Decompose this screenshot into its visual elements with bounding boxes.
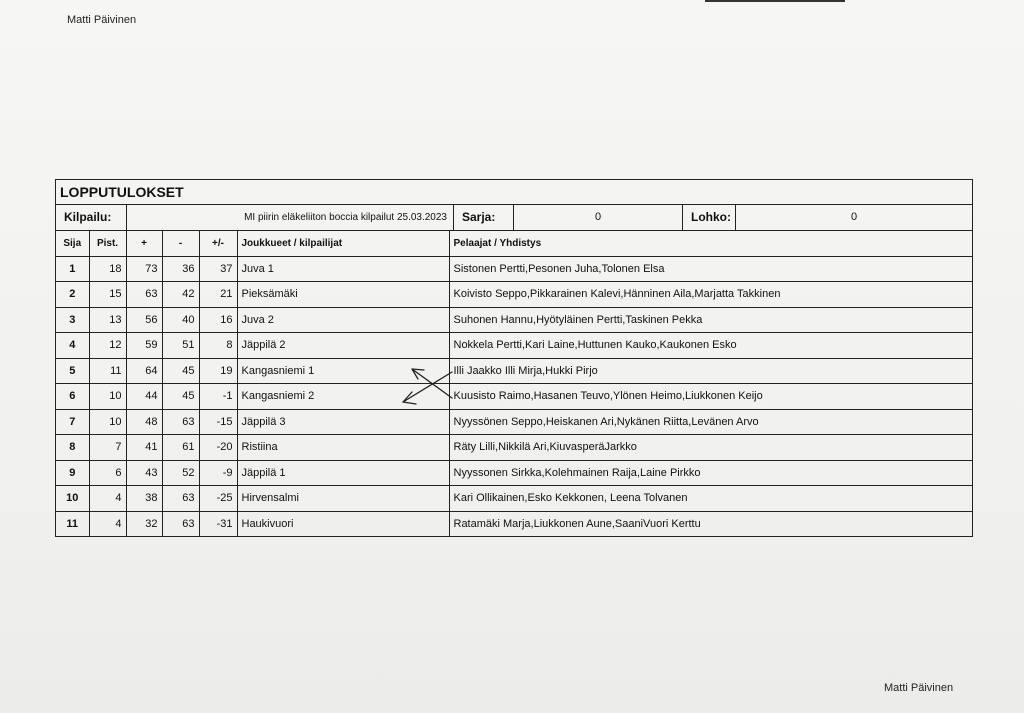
cell-team: Juva 2 <box>237 307 449 333</box>
sheet-title: LOPPUTULOKSET <box>56 180 972 205</box>
cell-rank: 7 <box>56 409 89 435</box>
cell-players: Nyyssönen Seppo,Heiskanen Ari,Nykänen Riitta,Levänen Arvo <box>449 409 972 435</box>
cell-scored: 64 <box>126 358 162 384</box>
table-row <box>56 486 972 512</box>
cell-players: Ratamäki Marja,Liukkonen Aune,SaaniVuori Kerttu <box>453 517 701 530</box>
table-row <box>56 511 972 536</box>
cell-points: 4 <box>89 511 126 536</box>
cell-conceded: 40 <box>162 307 199 333</box>
col-header-minus: - <box>162 231 199 256</box>
cell-scored: 43 <box>126 460 162 486</box>
table-header-row <box>56 231 972 256</box>
cell-conceded: 45 <box>162 384 199 410</box>
cell-difference: -31 <box>199 511 237 536</box>
cell-points: 10 <box>89 384 126 410</box>
cell-points: 4 <box>89 486 126 512</box>
cell-scored: 44 <box>126 384 162 410</box>
cell-rank: 2 <box>56 282 89 308</box>
cell-points: 15 <box>89 282 126 308</box>
cell-team: Hirvensalmi <box>237 486 449 512</box>
cell-players: Illi Jaakko Illi Mirja,Hukki Pirjo <box>449 358 972 384</box>
cell-rank: 10 <box>56 486 89 512</box>
cell-scored: 73 <box>126 256 162 282</box>
cell-team: Kangasniemi 1 <box>237 358 449 384</box>
cell-players: Kari Ollikainen,Esko Kekkonen, Leena Tolvanen <box>449 486 972 512</box>
cell-conceded: 61 <box>162 435 199 461</box>
cell-players: Koivisto Seppo,Pikkarainen Kalevi,Hänninen Aila,Marjatta Takkinen <box>449 282 972 308</box>
col-header-pist: Pist. <box>89 231 126 256</box>
cell-difference: 16 <box>199 307 237 333</box>
table-row <box>56 333 972 359</box>
cell-difference: -15 <box>199 409 237 435</box>
cell-points: 6 <box>89 460 126 486</box>
kilpailu-label: Kilpailu: <box>56 205 127 230</box>
cell-difference: -25 <box>199 486 237 512</box>
cell-conceded: 42 <box>162 282 199 308</box>
cell-difference: -9 <box>199 460 237 486</box>
cell-difference: -1 <box>199 384 237 410</box>
lohko-label: Lohko: <box>683 205 736 230</box>
cell-team: Juva 1 <box>237 256 449 282</box>
cell-conceded: 63 <box>162 511 199 536</box>
photographer-credit-bottom: Matti Päivinen <box>884 682 954 694</box>
meta-row <box>56 205 972 231</box>
col-header-teams: Joukkueet / kilpailijat <box>237 231 449 256</box>
cell-scored: 63 <box>126 282 162 308</box>
cell-team: Pieksämäki <box>237 282 449 308</box>
results-table <box>56 231 972 536</box>
cell-conceded: 52 <box>162 460 199 486</box>
col-header-plus: + <box>126 231 162 256</box>
cell-points: 11 <box>89 358 126 384</box>
cell-difference: -20 <box>199 435 237 461</box>
cell-scored: 38 <box>126 486 162 512</box>
cell-players: Suhonen Hannu,Hyötyläinen Pertti,Taskinen Pekka <box>449 307 972 333</box>
paper-edge <box>705 0 845 2</box>
table-row <box>56 282 972 308</box>
cell-points: 18 <box>89 256 126 282</box>
cell-team: Jäppilä 1 <box>237 460 449 486</box>
sarja-label: Sarja: <box>454 205 514 230</box>
col-header-players: Pelaajat / Yhdistys <box>449 231 972 256</box>
table-row <box>56 307 972 333</box>
cell-points: 10 <box>89 409 126 435</box>
cell-rank: 3 <box>56 307 89 333</box>
cell-team: Kangasniemi 2 <box>237 384 449 410</box>
cell-difference: 8 <box>199 333 237 359</box>
results-sheet <box>55 179 973 537</box>
cell-conceded: 51 <box>162 333 199 359</box>
table-row <box>56 384 972 410</box>
cell-scored: 41 <box>126 435 162 461</box>
cell-team: Haukivuori <box>237 511 449 536</box>
cell-players: Kuusisto Raimo,Hasanen Teuvo,Ylönen Heimo,Liukkonen Keijo <box>449 384 972 410</box>
cell-team: Jäppilä 3 <box>237 409 449 435</box>
cell-scored: 32 <box>126 511 162 536</box>
cell-difference: 37 <box>199 256 237 282</box>
lohko-value: 0 <box>850 211 858 223</box>
cell-points: 7 <box>89 435 126 461</box>
cell-rank: 11 <box>56 511 89 536</box>
kilpailu-value: MI piirin eläkeliiton boccia kilpailut 25.03.2023 <box>127 205 454 230</box>
table-row <box>56 435 972 461</box>
table-row <box>56 256 972 282</box>
table-row <box>56 358 972 384</box>
cell-rank: 4 <box>56 333 89 359</box>
cell-points: 13 <box>89 307 126 333</box>
sarja-value: 0 <box>514 205 683 230</box>
cell-team: Jäppilä 2 <box>237 333 449 359</box>
cell-rank: 8 <box>56 435 89 461</box>
cell-scored: 59 <box>126 333 162 359</box>
cell-conceded: 36 <box>162 256 199 282</box>
cell-team: Ristiina <box>237 435 449 461</box>
cell-conceded: 63 <box>162 486 199 512</box>
cell-players: Nokkela Pertti,Kari Laine,Huttunen Kauko,Kaukonen Esko <box>449 333 972 359</box>
cell-rank: 1 <box>56 256 89 282</box>
cell-rank: 9 <box>56 460 89 486</box>
cell-rank: 6 <box>56 384 89 410</box>
cell-difference: 19 <box>199 358 237 384</box>
cell-conceded: 45 <box>162 358 199 384</box>
photographer-credit-top: Matti Päivinen <box>67 14 137 26</box>
table-row <box>56 409 972 435</box>
col-header-sija: Sija <box>56 231 89 256</box>
col-header-diff: +/- <box>199 231 237 256</box>
cell-difference: 21 <box>199 282 237 308</box>
cell-players: Räty Lilli,Nikkilä Ari,KiuvasperäJarkko <box>449 435 972 461</box>
cell-scored: 48 <box>126 409 162 435</box>
cell-rank: 5 <box>56 358 89 384</box>
cell-conceded: 63 <box>162 409 199 435</box>
cell-players: Sistonen Pertti,Pesonen Juha,Tolonen Elsa <box>449 256 972 282</box>
table-row <box>56 460 972 486</box>
cell-points: 12 <box>89 333 126 359</box>
cell-scored: 56 <box>126 307 162 333</box>
cell-players: Nyyssonen Sirkka,Kolehmainen Raija,Laine Pirkko <box>449 460 972 486</box>
